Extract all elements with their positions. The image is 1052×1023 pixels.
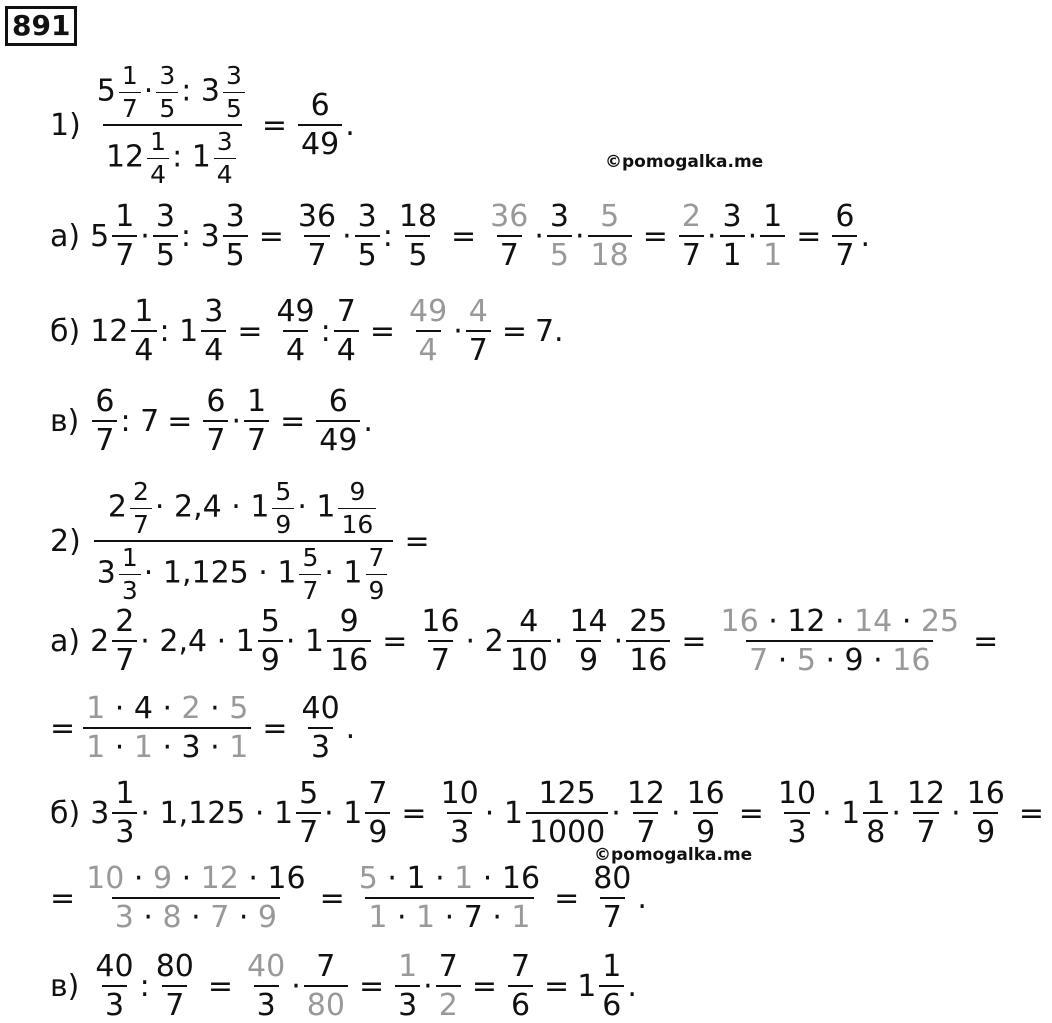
- label-b: б): [50, 313, 81, 349]
- line-1b: б) 12 $\frac{1}{4}$ : 1 $\frac{3}{4}$ = $\frac{49}{4}$ : $\frac{7}{4}$ = $\frac{49}{4}$ · $\frac{4}{7}$ = 7.: [50, 294, 564, 368]
- line-2a-cont: = $\frac{1 \cdot 4 \cdot 2 \cdot 5}{1 \cdot 1 \cdot 3 \cdot 1}$ = $\frac{40}{3}$ .: [50, 691, 356, 765]
- line-2v: в) $\frac{40}{3}$ : $\frac{80}{7}$ = $\frac{40}{3}$ · $\frac{7}{80}$ = $\frac{1}{3}$ · $\frac{7}{2}$ = $\frac{7}{6}$ = 1 $\frac{1}{6}$ .: [50, 949, 637, 1023]
- watermark-top: ©pomogalka.me: [605, 152, 764, 172]
- line-2-main: 2) 2 $\frac{2}{7}$ · 2,4 · 1 $\frac{5}{9}$ · 1 $\frac{9}{16}$ 3 $\frac{1}{3}$ · 1,125 · 1 $\frac{5}{7}$ · 1 $\frac{7}{9}$ =: [50, 477, 430, 605]
- line-1v: в) $\frac{6}{7}$ : 7 = $\frac{6}{7}$ · $\frac{1}{7}$ = $\frac{6}{49}$ .: [50, 384, 373, 458]
- line-1a: а) 5 $\frac{1}{7}$ · $\frac{3}{5}$ : 3 $\frac{3}{5}$ = $\frac{36}{7}$ · $\frac{3}{5}$ : $\frac{18}{5}$ = $\frac{36}{7}$ · $\frac{3}{5}$ · $\frac{5}{18}$ = $\frac{2}{7}$ · $\frac{3}{1}$ · $\frac{1}{1}$ = $\frac{6}{7}$ .: [50, 199, 871, 273]
- label-2b: б): [50, 795, 81, 831]
- line-2b: б) 3 $\frac{1}{3}$ · 1,125 · 1 $\frac{5}{7}$ · 1 $\frac{7}{9}$ = $\frac{10}{3}$ · 1 $\frac{125}{1000}$ · $\frac{12}{7}$ · $\frac{16}{9}$ = $\frac{10}{3}$ · 1 $\frac{1}{8}$ · $\frac{12}{7}$ · $\frac{16}{9}$ =: [50, 776, 1044, 850]
- label-2a: а): [50, 623, 81, 659]
- watermark-bottom: ©pomogalka.me: [594, 845, 753, 865]
- label-2: 2): [50, 523, 81, 559]
- label-v: в): [50, 403, 80, 439]
- fraction-main-1: 5 $\frac{1}{7}$ · $\frac{3}{5}$ : 3 $\frac{3}{5}$ 12 $\frac{1}{4}$ : 1 $\frac{3}{4}$: [94, 62, 251, 188]
- label-1: 1): [50, 107, 81, 143]
- line-2a: а) 2 $\frac{2}{7}$ · 2,4 · 1 $\frac{5}{9}$ · 1 $\frac{9}{16}$ = $\frac{16}{7}$ · 2 $\frac{4}{10}$ · $\frac{14}{9}$ · $\frac{25}{16}$ = $\frac{16 \cdot 12 \cdot 14 \cdot 25}{7 \cdot 5 \cdot 9 \cdot 16}$ =: [50, 604, 999, 678]
- line-1-main: 1) 5 $\frac{1}{7}$ · $\frac{3}{5}$ : 3 $\frac{3}{5}$ 12 $\frac{1}{4}$ : 1 $\frac{3}{4}$ = $\frac{6}{49}$ .: [50, 61, 355, 189]
- fraction-main-2: 2 $\frac{2}{7}$ · 2,4 · 1 $\frac{5}{9}$ · 1 $\frac{9}{16}$ 3 $\frac{1}{3}$ · 1,125 · 1 $\frac{5}{7}$ · 1 $\frac{7}{9}$: [94, 478, 394, 604]
- problem-number: 891: [5, 6, 77, 46]
- line-2b-cont: = $\frac{10 \cdot 9 \cdot 12 \cdot 16}{3 \cdot 8 \cdot 7 \cdot 9}$ = $\frac{5 \cdot 1 \cdot 1 \cdot 16}{1 \cdot 1 \cdot 7 \cdot 1}$ = $\frac{80}{7}$ .: [50, 861, 647, 935]
- label-2v: в): [50, 968, 80, 1004]
- label-a: а): [50, 218, 81, 254]
